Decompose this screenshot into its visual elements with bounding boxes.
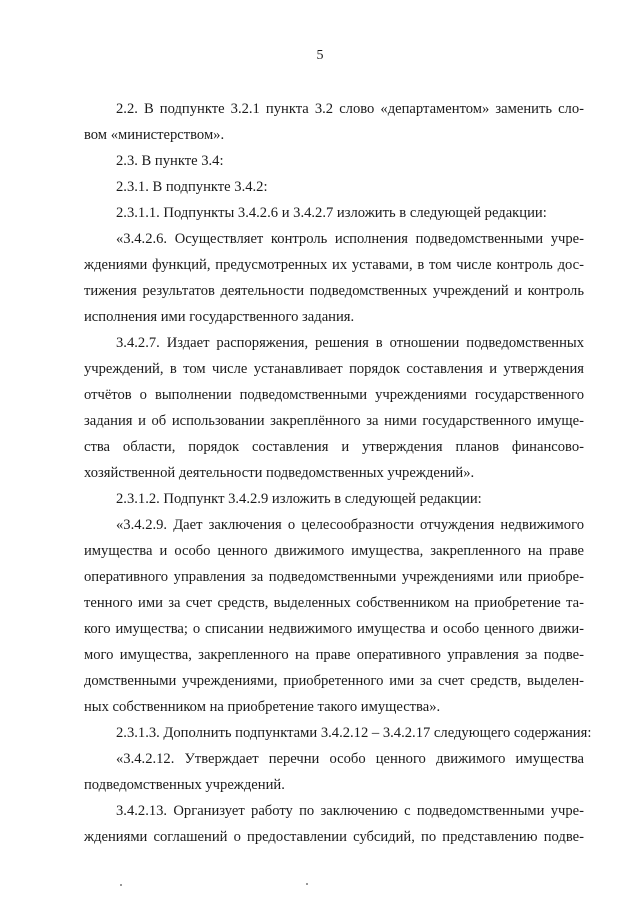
text-line: кого имущества; о списании недвижимого имущества и особо ценного движи- [84,621,584,637]
text-line: 2.3.1.1. Подпункты 3.4.2.6 и 3.4.2.7 изложить в следующей редакции: [116,205,547,221]
text-line: учреждений, в том числе устанавливает порядок составления и утверждения [84,361,584,377]
text-line: 2.3.1.2. Подпункт 3.4.2.9 изложить в следующей редакции: [116,491,482,507]
text-line: задания и об использовании закреплённого за ними государственного имуще- [84,413,584,429]
text-line: 2.3. В пункте 3.4: [116,153,224,169]
text-line: «3.4.2.9. Дает заключения о целесообразности отчуждения недвижимого [116,517,584,533]
page-number: 5 [316,48,324,63]
text-line: «3.4.2.12. Утверждает перечни особо ценного движимого имущества [116,751,584,767]
text-line: исполнения ими государственного задания. [84,309,355,325]
text-line: вом «министерством». [84,127,225,143]
text-line: 2.3.1.3. Дополнить подпунктами 3.4.2.12 – 3.4.2.17 следующего содержания: [116,725,592,741]
text-line: имущества и особо ценного движимого имущества, закрепленного на праве [84,543,584,559]
text-line: ства области, порядок составления и утверждения планов финансово- [84,439,584,455]
text-line: хозяйственной деятельности подведомственных учреждений». [84,465,475,481]
text-line: подведомственных учреждений. [84,777,285,793]
text-line: ных собственником на приобретение такого имущества». [84,699,441,715]
text-line: оперативного управления за подведомственными учреждениями или приобре- [84,569,584,585]
text-line: 2.3.1. В подпункте 3.4.2: [116,179,268,195]
text-line: тижения результатов деятельности подведомственных учреждений и контроль [84,283,584,299]
text-line: «3.4.2.6. Осуществляет контроль исполнения подведомственными учре- [116,231,584,247]
text-line: домственными учреждениями, приобретенного ими за счет средств, выделен- [84,673,584,689]
scan-speck [120,884,122,886]
text-line: 2.2. В подпункте 3.2.1 пункта 3.2 слово «департаментом» заменить сло- [116,101,584,117]
text-line: тенного ими за счет средств, выделенных собственником на приобретение та- [84,595,584,611]
text-line: мого имущества, закрепленного на праве оперативного управления за подве- [84,647,584,663]
text-line: ждениями функций, предусмотренных их уставами, в том числе контроль дос- [84,257,584,273]
scan-speck [306,883,308,885]
text-line: отчётов о выполнении подведомственными учреждениями государственного [84,387,584,403]
text-line: ждениями соглашений о предоставлении субсидий, по представлению подве- [84,829,584,845]
text-line: 3.4.2.7. Издает распоряжения, решения в отношении подведомственных [116,335,584,351]
text-line: 3.4.2.13. Организует работу по заключению с подведомственными учре- [116,803,584,819]
